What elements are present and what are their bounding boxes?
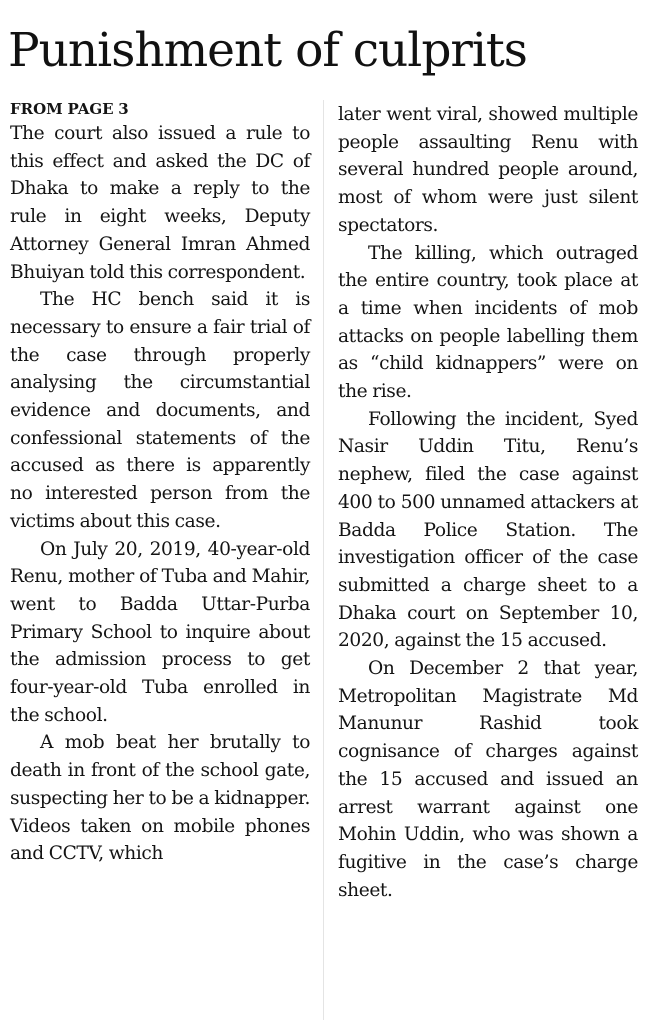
headline: Punishment of culprits: [8, 23, 527, 78]
paragraph: On July 20, 2019, 40-year-old Renu, mother of Tuba and Mahir, went to Badda Uttar-Purba Primary School to inquire about the admission process to get four-year-old Tuba enrolled in the school.: [10, 538, 310, 726]
paragraph: A mob beat her brutally to death in front of the school gate, suspecting her to be a kidnapper. Videos taken on mobile phones and CCTV, which: [10, 732, 310, 865]
article-column-left: [10, 99, 310, 868]
paragraph: Following the incident, Syed Nasir Uddin Titu, Renu’s nephew, filed the case against 400 to 500 unnamed attackers at Badda Police Station. The investigation officer of the case submitted a charge sheet to a Dhaka court on September 10, 2020, against the 15 accused.: [338, 408, 638, 652]
column-divider: [323, 100, 324, 1020]
paragraph: On December 2 that year, Metropolitan Magistrate Md Manunur Rashid took cognisance of charges against the 15 accused and issued an arrest warrant against one Mohin Uddin, who was shown a fugitive in the case’s charge sheet.: [338, 658, 638, 901]
paragraph: later went viral, showed multiple people assaulting Renu with several hundred people around, most of whom were just silent spectators.: [338, 104, 638, 236]
paragraph: The court also issued a rule to this effect and asked the DC of Dhaka to make a reply to the rule in eight weeks, Deputy Attorney General Imran Ahmed Bhuiyan told this correspondent.: [10, 123, 310, 283]
article-column-right: [338, 101, 638, 904]
paragraph: The killing, which outraged the entire country, took place at a time when incidents of mob attacks on people labelling them as “child kidnappers” were on the rise.: [338, 242, 638, 403]
paragraph: The HC bench said it is necessary to ensure a fair trial of the case through properly analysing the circumstantial evidence and documents, and confessional statements of the accused as there is apparently no interested person from the victims about this case.: [10, 289, 310, 532]
continuation-kicker: FROM PAGE 3: [10, 100, 129, 118]
